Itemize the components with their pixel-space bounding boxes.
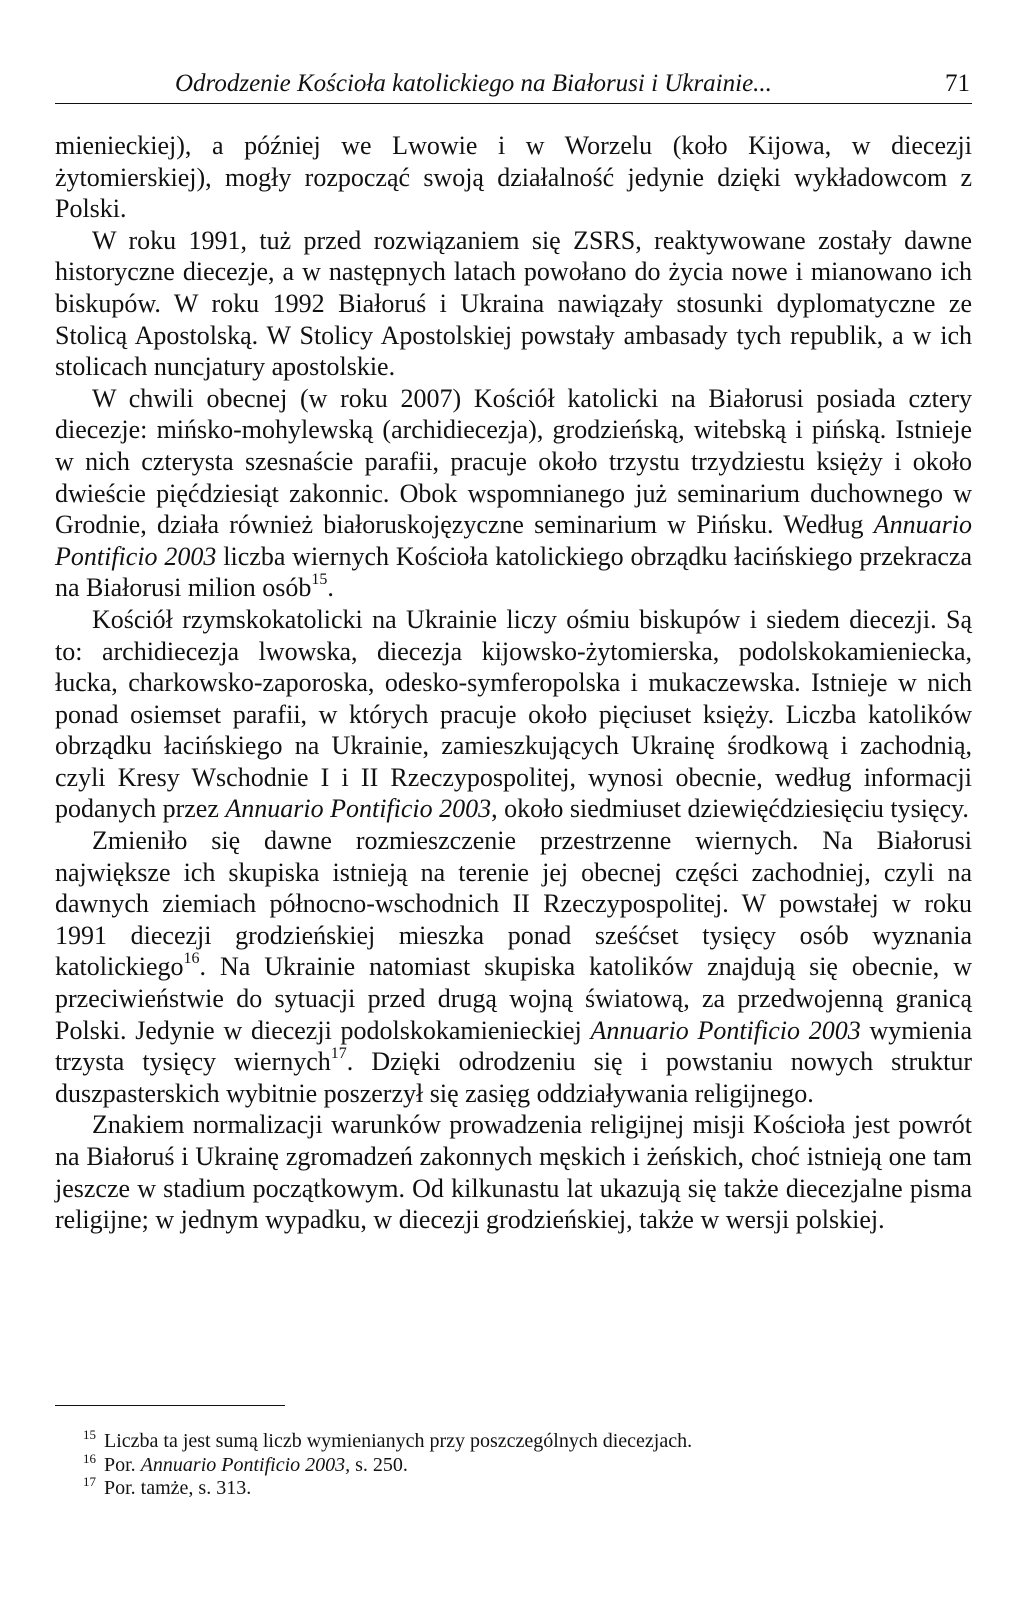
text-run: Zmieniło się dawne rozmieszczenie przestrzenne wiernych. Na Białorusi największe ich skupiska istnieją na terenie jej obecnej części zachodniej, czyli na dawnych ziemiach północno-wschodnich II Rzeczypospolitej. W powstałej w roku 1991 diecezji grodzieńskiej mieszka ponad sześćset tysięcy osób wyznania katolickiego: [55, 826, 972, 982]
italic-title: Annuario Pontificio 2003,: [140, 1453, 351, 1476]
footnote: [83, 1474, 963, 1501]
paragraph: [55, 1109, 972, 1235]
text-run: W roku 1991, tuż przed rozwiązaniem się ZSRS, reaktywowane zostały dawne historyczne diecezje, a w następnych latach powołano do życia nowe i mianowano ich biskupów. W roku 1992 Białoruś i Ukraina nawiązały stosunki dyplomatyczne ze Stolicą Apostolską. W Stolicy Apostolskiej powstały ambasady tych republik, a w ich stolicach nuncjatury apostolskie.: [55, 225, 972, 382]
footnotes: [83, 1427, 963, 1501]
text-run: . Na Ukrainie natomiast skupiska katolików znajdują się obecnie, w przeciwieństwie do sytuacji przed drugą wojną światową, za przedwojenną granicą Polski. Jedynie w diecezji podolskokamienieckiej: [55, 952, 972, 1045]
text-run: W chwili obecnej (w roku 2007) Kościół katolicki na Białorusi posiada cztery diecezje: mińsko-mohylewską (archidiecezja), grodzieńską, witebską i pińską. Istnieje w nich czterysta szesnaście parafii, pracuje około trzystu trzydziestu księży i około dwieście pięćdziesiąt zakonnic. Obok wspomnianego już seminarium duchownego w Grodnie, działa również białoruskojęzyczne seminarium w Pińsku. Według: [55, 383, 972, 540]
italic-title: Annuario Pontificio 2003: [225, 794, 492, 824]
page-number: 71: [945, 70, 970, 97]
paragraph: [55, 825, 972, 1109]
footnote-number: 16: [83, 1450, 96, 1466]
footnote-number: 15: [83, 1427, 96, 1442]
body-text: [55, 130, 972, 1236]
text-run: Liczba ta jest sumą liczb wymienianych przy poszczególnych diecezjach.: [104, 1430, 693, 1452]
text-run: Znakiem normalizacji warunków prowadzenia religijnej misji Kościoła jest powrót na Białoruś i Ukrainę zgromadzeń zakonnych męskich i żeńskich, choć istnieją one tam jeszcze w stadium początkowym. Od kilkunastu lat ukazują się także diecezjalne pisma religijne; w jednym wypadku, w diecezji grodzieńskiej, także w wersji polskiej.: [55, 1110, 972, 1235]
text-run: , około siedmiuset dziewięćdziesięciu tysięcy.: [491, 794, 969, 824]
footnote-marker: 17: [330, 1045, 347, 1063]
footnote: [83, 1427, 963, 1454]
footnote-rule: [55, 1405, 285, 1406]
text-run: Por. tamże, s. 313.: [104, 1477, 252, 1499]
italic-title: Annuario Pontificio 2003: [55, 510, 972, 571]
header-rule: [55, 103, 972, 104]
text-run: . Dzięki odrodzeniu się i powstaniu nowych struktur duszpasterskich wybitnie poszerzył się zasięg oddziaływania religijnego.: [55, 1047, 973, 1108]
text-run: liczba wiernych Kościoła katolickiego obrządku łacińskiego przekracza na Białorusi milion osób: [55, 541, 972, 603]
text-run: .: [327, 573, 334, 603]
paragraph: [55, 604, 972, 825]
paragraph: [55, 383, 972, 604]
text-run: Por.: [104, 1453, 141, 1476]
text-run: s. 250.: [350, 1453, 408, 1476]
text-run: wymienia trzysta tysięcy wiernych: [55, 1015, 973, 1077]
running-title: Odrodzenie Kościoła katolickiego na Białorusi i Ukrainie...: [175, 70, 772, 97]
footnote: [83, 1450, 963, 1478]
paragraph: [55, 225, 972, 383]
footnote-marker: 16: [183, 950, 200, 968]
paragraph: [55, 130, 972, 225]
text-run: mienieckiej), a później we Lwowie i w Worzelu (koło Kijowa, w diecezji żytomierskiej), mogły rozpocząć swoją działalność jedynie dzięki wykładowcom z Polski.: [55, 131, 972, 224]
text-run: Kościół rzymskokatolicki na Ukrainie liczy ośmiu biskupów i siedem diecezji. Są to: archidiecezja lwowska, diecezja kijowsko-żytomierska, podolskokamieniecka, łucka, charkowsko-zaporoska, odesko-symferopolska i mukaczewska. Istnieje w nich ponad osiemset parafii, w których pracuje około pięciuset księży. Liczba katolików obrządku łacińskiego na Ukrainie, zamieszkujących Ukrainę środkową i zachodnią, czyli Kresy Wschodnie I i II Rzeczypospolitej, wynosi obecnie, według informacji podanych przez: [55, 604, 972, 824]
footnote-number: 17: [83, 1474, 96, 1489]
italic-title: Annuario Pontificio 2003: [590, 1015, 861, 1045]
footnote-marker: 15: [311, 571, 328, 589]
